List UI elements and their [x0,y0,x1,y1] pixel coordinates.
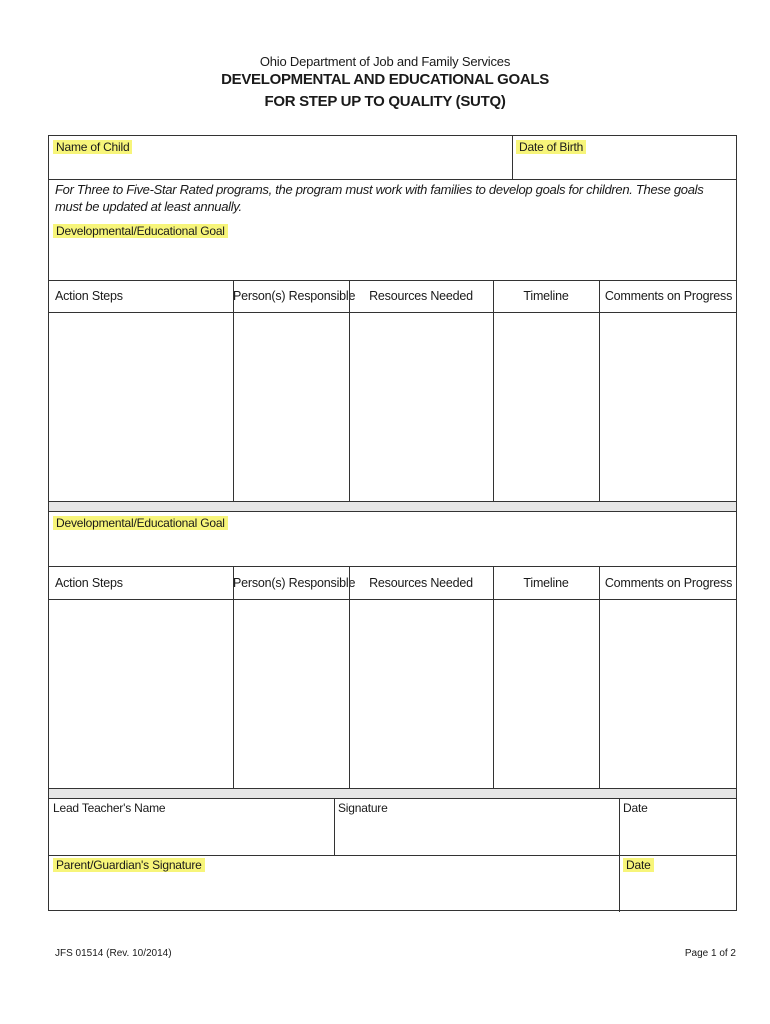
signature-label: Signature [338,801,388,815]
divider [599,280,600,501]
col-persons-responsible-2: Person(s) Responsible [233,576,356,590]
col-resources-needed-2: Resources Needed [369,576,473,590]
lead-teacher-field[interactable] [53,801,165,815]
divider [49,798,736,799]
divider [49,855,736,856]
separator-band [49,788,736,798]
col-timeline-1: Timeline [523,289,569,303]
col-action-steps-1: Action Steps [55,289,123,303]
col-resources-needed-1: Resources Needed [369,289,473,303]
form-id: JFS 01514 (Rev. 10/2014) [55,948,172,959]
goal-2-label: Developmental/Educational Goal [53,516,228,530]
name-of-child-label: Name of Child [53,140,132,154]
goal-2-field[interactable] [53,516,228,530]
divider [512,136,513,179]
goals-form [48,135,737,911]
divider [233,280,234,501]
divider [493,280,494,501]
divider [599,566,600,788]
divider [49,788,736,789]
col-timeline-2: Timeline [523,576,569,590]
col-comments-2: Comments on Progress [604,576,733,590]
date-2-label: Date [623,858,654,872]
divider [349,566,350,788]
col-comments-1: Comments on Progress [604,289,733,303]
date-field[interactable] [623,801,648,815]
divider [334,798,335,855]
divider [49,599,736,600]
divider [349,280,350,501]
page-number: Page 1 of 2 [684,948,736,959]
parent-guardian-label: Parent/Guardian's Signature [53,858,205,872]
divider [49,511,736,512]
col-persons-responsible-1: Person(s) Responsible [233,289,356,303]
divider [49,566,736,567]
date-2-field[interactable] [623,858,654,872]
signature-field[interactable] [338,801,388,815]
agency-name: Ohio Department of Job and Family Services [259,54,511,69]
divider [49,501,736,502]
divider [49,280,736,281]
instructions-text: For Three to Five-Star Rated programs, the program must work with families to develop goals for children. These goals must be updated at least annually. [55,182,704,214]
divider [233,566,234,788]
goal-1-label: Developmental/Educational Goal [53,224,228,238]
form-title-line2: FOR STEP UP TO QUALITY (SUTQ) [264,93,506,110]
name-of-child-field[interactable] [53,140,132,154]
divider [493,566,494,788]
separator-band [49,501,736,511]
divider [49,312,736,313]
form-title-line1: DEVELOPMENTAL AND EDUCATIONAL GOALS [221,71,549,88]
col-action-steps-2: Action Steps [55,576,123,590]
goal-1-field[interactable] [53,224,228,238]
date-of-birth-field[interactable] [516,140,586,154]
date-of-birth-label: Date of Birth [516,140,586,154]
lead-teacher-label: Lead Teacher's Name [53,801,166,815]
date-label: Date [623,801,648,815]
parent-guardian-signature-field[interactable] [53,858,205,872]
divider [49,179,736,180]
